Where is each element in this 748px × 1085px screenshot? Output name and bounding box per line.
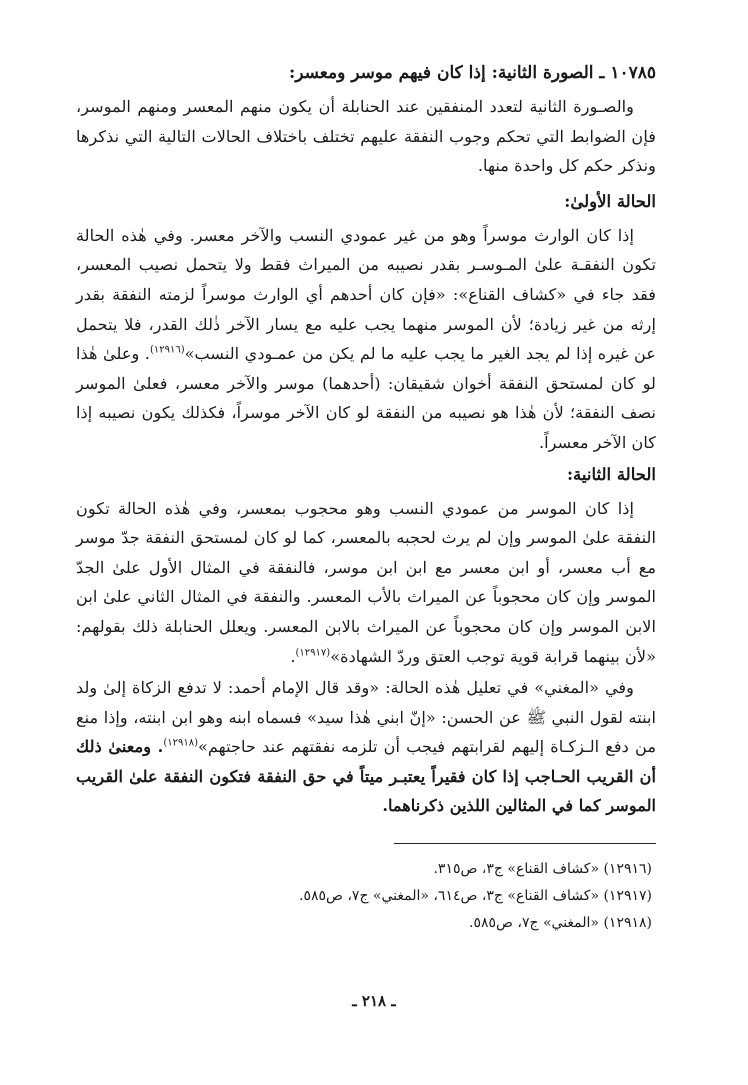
footnote: (١٢٩١٨) «المغني» ج٧، ص٥٨٥. (469, 915, 652, 932)
footnote-divider (394, 843, 656, 844)
footnote: (١٢٩١٦) «كشاف القناع» ج٣، ص٣١٥. (433, 861, 652, 878)
case1-paragraph (76, 221, 656, 458)
footnote: (١٢٩١٧) «كشاف القناع» ج٣، ص٦١٤، «المغني» ج٧، ص٥٨٥. (298, 888, 652, 905)
footnote-ref: (١٢٩١٨) (163, 737, 198, 749)
case1-heading: الحالة الأولىٰ: (564, 191, 656, 211)
mughni-text-b: . ومعنىٰ ذلك أن القريب الحـاجب إذا كان فقيراً يعتبـر ميتاً في حق النفقة فتكون النفقة علىٰ القريب الموسر كما في المثالين اللذين ذكرناهما. (76, 737, 656, 816)
case2-paragraph (76, 494, 656, 672)
case1-text-b: . وعلىٰ هٰذا لو كان لمستحق النفقة أخوان شقيقان: (أحدهما) موسر والآخر معسر، فعلىٰ الموسر نصف النفقة؛ لأن هٰذا هو نصيبه من النفقة لو كان الآخر موسراً، فكذلك يكون نصيبه إذا كان الآخر معسراً. (76, 344, 656, 452)
footnote-ref: (١٢٩١٦) (149, 344, 185, 356)
section-title: ١٠٧٨٥ ـ الصورة الثانية: إذا كان فيهم موسر ومعسر: (288, 63, 656, 83)
mughni-paragraph (76, 673, 656, 821)
footnote-ref: (١٢٩١٧) (295, 647, 331, 659)
case2-text-a: إذا كان الموسر من عمودي النسب وهو محجوب بمعسر، وفي هٰذه الحالة تكون النفقة علىٰ الموسر وإن لم يرث لحجبه بالمعسر، كما لو كان لمستحق النفقة جدّ موسر مع أب معسر، أو ابن معسر مع ابن ابن موسر، فالنفقة في المثال الأول علىٰ الجدّ الموسر وإن كان محجوباً عن الميراث بالأب المعسر. والنفقة في المثال الثاني علىٰ ابن الابن الموسر وإن كان محجوباً عن الميراث بالابن المعسر. ويعلل الحنابلة ذلك بقولهم: «لأن بينهما قرابة قوية توجب العتق وردّ الشهادة» (76, 498, 656, 666)
case2-text-b: . (290, 646, 296, 666)
page-number: ـ ٢١٨ ـ (352, 992, 396, 1010)
case2-heading: الحالة الثانية: (566, 464, 656, 484)
intro-paragraph: والصـورة الثانية لتعدد المنفقين عند الحنابلة أن يكون منهم المعسر ومنهم الموسر، فإن الضوابط التي تحكم وجوب النفقة عليهم تختلف باختلاف الحالات التالية التي نذكرها ونذكر حكم كل واحدة منها. (76, 97, 656, 176)
mughni-text-a: وفي «المغني» في تعليل هٰذه الحالة: «وقد قال الإمام أحمد: لا تدفع الزكاة إلىٰ ولد ابنته لقول النبي ﷺ عن الحسن: «إنّ ابني هٰذا سيد» فسماه ابنه وهو ابن ابنته، وإذا منع من دفع الـزكـاة إليهم لقرابتهم فيجب أن تلزمه نفقتهم عند حاجتهم» (76, 678, 656, 757)
case1-text-a: إذا كان الوارث موسراً وهو من غير عمودي النسب والآخر معسر. وفي هٰذه الحالة تكون النفقـة علىٰ المـوسـر بقدر نصيبه من الميراث فقط ولا يتحمل نصيب المعسر، فقد جاء في «كشاف القناع»: «فإن كان أحدهم أي الوارث موسراً لزمته النفقة بقدر إرثه من غير زيادة؛ لأن الموسر منهما يجب عليه مع يسار الآخر ذٰلك القدر، فلا يتحمل عن غيره إذا لم يجد الغير ما يجب عليه ما لم يكن من عمـودي النسب» (76, 225, 657, 364)
